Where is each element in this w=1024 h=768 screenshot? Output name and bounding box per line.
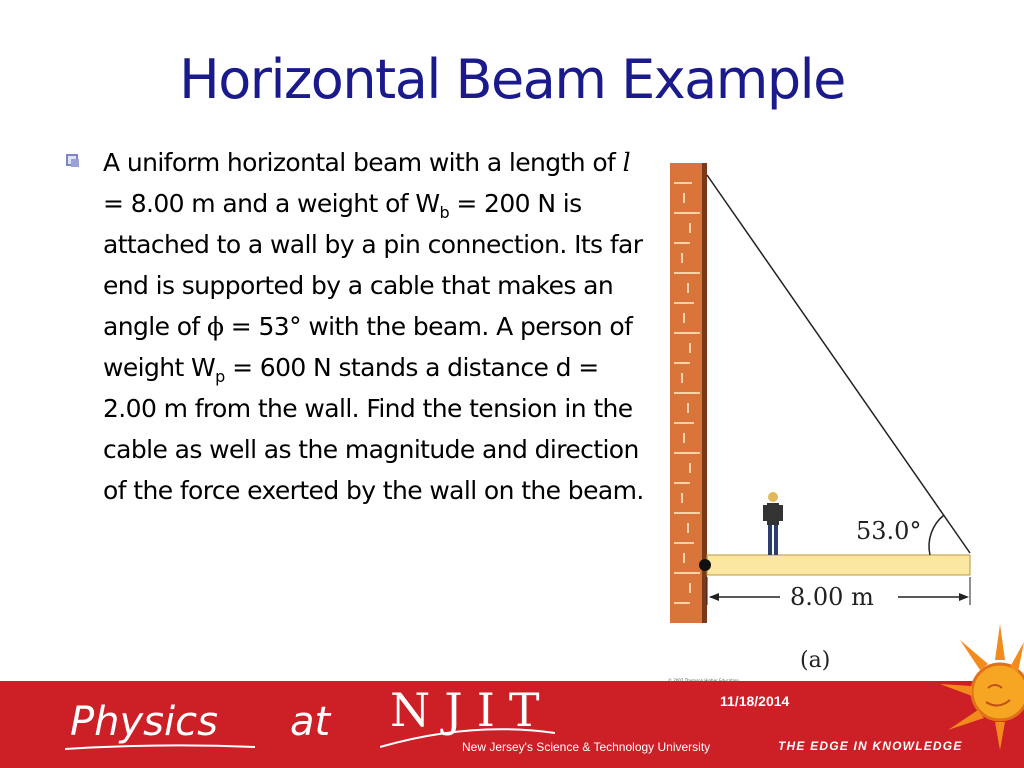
cable: [707, 175, 970, 553]
slide-title: Horizontal Beam Example: [179, 48, 845, 111]
at-wordmark: at: [290, 699, 331, 745]
angle-arc: [929, 515, 944, 555]
subscript-b: b: [439, 203, 450, 222]
tagline: THE EDGE IN KNOWLEDGE: [778, 739, 963, 753]
length-label: 8.00 m: [790, 583, 874, 611]
university-name: New Jersey's Science & Technology University: [462, 740, 711, 754]
person-figure: [763, 492, 783, 555]
degree-symbol: °: [289, 312, 301, 341]
subscript-p: p: [215, 367, 225, 386]
footer-banner: [0, 681, 1024, 768]
beam-diagram: [660, 155, 980, 685]
slide-date: 11/18/2014: [720, 693, 790, 709]
problem-statement: [103, 142, 648, 511]
phi-symbol: ϕ: [206, 312, 224, 341]
bullet-marker-icon: [66, 154, 78, 166]
panel-label: (a): [800, 648, 831, 673]
angle-label: 53.0°: [856, 517, 922, 545]
text-run: with the beam. A person of weight W: [103, 312, 633, 382]
physics-underline: [65, 743, 255, 751]
physics-wordmark: Physics: [70, 699, 218, 745]
text-run: = 8.00 m and a weight of W: [103, 189, 440, 218]
sun-icon: [940, 622, 1024, 752]
text-run: = 200 N is attached to a wall by a pin connection. Its far end is supported by a cable that makes an angle of: [103, 189, 643, 341]
text-run: = 53: [223, 312, 290, 341]
pin-joint: [699, 559, 711, 571]
length-variable: l: [622, 148, 630, 177]
text-run: A uniform horizontal beam with a length of: [103, 148, 623, 177]
njit-logo: NJIT: [390, 683, 554, 737]
text-run: = 600 N stands a distance d = 2.00 m from the wall. Find the tension in the cable as well as the magnitude and direction of the force exerted by the wall on the beam.: [103, 353, 644, 505]
beam: [707, 555, 970, 575]
